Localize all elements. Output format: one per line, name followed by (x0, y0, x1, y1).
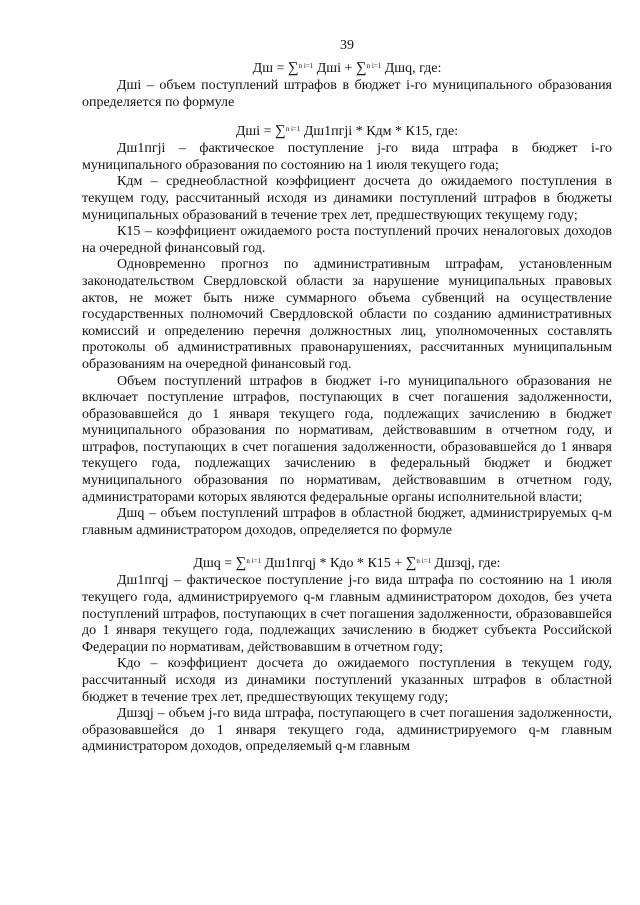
paragraph: Дшзqj – объем j-го вида штрафа, поступающего в счет погашения задолженности, образовавшейся до 1 января текущего года, администрируемого q-м главным администратором доходов, определяемый q-м главным (82, 706, 612, 755)
formula-tail: * Кдм * К15, где: (355, 124, 459, 140)
formula-municipal-fines (82, 121, 612, 140)
paragraph: Кдо – коэффициент досчета до ожидаемого поступления в текущем году, рассчитанный исходя из динамики поступлений указанных штрафов в областной бюджет в течение трех лет, предшествующих текущему году; (82, 656, 612, 705)
paragraph: Объем поступлений штрафов в бюджет i-го муниципального образования не включает поступление штрафов, поступающих в счет погашения задолженности, образовавшейся до 1 января текущего года, подлежащих зачислению в бюджет муниципального образования по нормативам, действовавшим в отчетном году, и штрафов, поступающих в счет погашения задолженности, образовавшейся до 1 января текущего года, подлежащих зачислению в федеральный бюджет и бюджет муниципального образования по нормативам, действовавшим в отчетном году, администраторами которых являются федеральные органы исполнительной власти; (82, 373, 612, 505)
sum-symbol: ∑ (235, 555, 247, 572)
formula-lhs: Дшi = (235, 124, 272, 140)
formula-lhs: Дш = (252, 61, 285, 76)
formula-tail: , где: (412, 61, 442, 76)
formula-term: Дш1пгqj (264, 556, 316, 572)
sum-limits: n i=1 (298, 62, 314, 70)
formula-term: Дш1пгji (303, 124, 353, 140)
formula-operator: * Кдо * К15 + (319, 556, 403, 572)
paragraph: Одновременно прогноз по административным штрафам, установленным законодательством Свердловской области за нарушение муниципальных правовых актов, не может быть ниже суммарного объема субвенций на осуществление государственных полномочий Свердловской области по созданию административных комиссий и определению перечня должностных лиц, уполномоченных составлять протоколы об административных правонарушениях, рассчитанных муниципальным образованиям на очередной финансовый год. (82, 257, 612, 372)
sum-symbol: ∑ (287, 60, 299, 76)
sum-limits: n i=1 (246, 557, 262, 566)
document-page (82, 38, 612, 756)
paragraph: К15 – коэффициент ожидаемого роста поступлений прочих неналоговых доходов на очередной финансовый год. (82, 224, 612, 256)
formula-term: Дшq (384, 61, 413, 76)
paragraph: Дш1пгji – фактическое поступление j-го вида штрафа в бюджет i-го муниципального образования по состоянию на 1 июля текущего года; (82, 141, 612, 173)
page-number: 39 (340, 38, 354, 53)
sum-symbol: ∑ (405, 555, 417, 572)
paragraph: Дшq – объем поступлений штрафов в областной бюджет, администрируемых q-м главным администратором доходов, определяется по формуле (82, 506, 612, 538)
paragraph: Дшi – объем поступлений штрафов в бюджет i-го муниципального образования определяется по формуле (82, 78, 612, 110)
paragraph: Кдм – среднеобластной коэффициент досчета до ожидаемого поступления в текущем году, рассчитанный исходя из динамики поступлений штрафов в бюджеты муниципальных образований в течение трех лет, предшествующих текущему году; (82, 174, 612, 223)
sum-symbol: ∑ (274, 123, 286, 140)
sum-limits: n i=1 (285, 125, 301, 134)
formula-total-fines (82, 58, 612, 77)
formula-lhs: Дшq = (193, 556, 233, 572)
formula-tail: , где: (471, 556, 501, 572)
paragraph: Дш1пгqj – фактическое поступление j-го вида штрафа по состоянию на 1 июля текущего года, администрируемого q-м главным администратором доходов, без учета поступлений штрафов, поступающих в счет погашения задолженности, образовавшейся до 1 января текущего года, подлежащих зачислению в бюджет субъекта Российской Федерации по нормативам, действовавшим в отчетном году; (82, 573, 612, 655)
sum-limits: n i=1 (416, 557, 432, 566)
sum-limits: n i=1 (366, 62, 382, 70)
sum-symbol: ∑ (355, 60, 367, 76)
formula-term: Дшi (316, 61, 341, 76)
formula-regional-fines (82, 553, 612, 572)
formula-term: Дшзqj (434, 556, 472, 572)
formula-operator: + (344, 61, 353, 76)
